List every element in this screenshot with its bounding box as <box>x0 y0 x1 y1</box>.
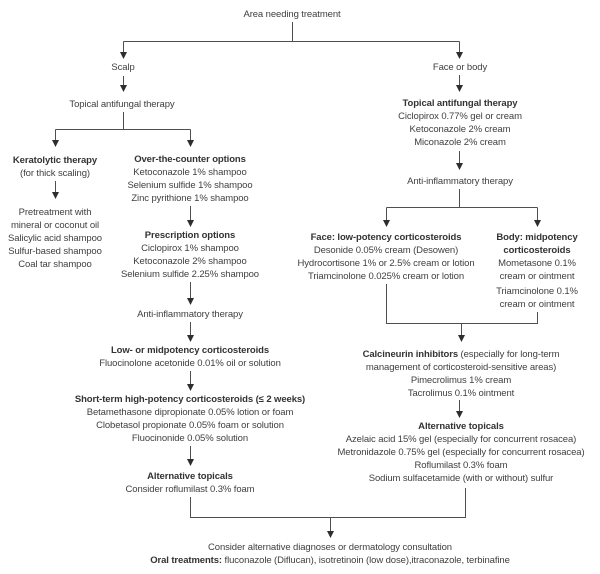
node-item: Pimecrolimus 1% cream <box>410 375 512 386</box>
node-item: fluconazole (Diflucan), isotretinoin (low dose),itraconazole, terbinafine <box>222 555 510 566</box>
node-consider-alternative <box>208 541 452 554</box>
node-item: Ketoconazole 2% shampoo <box>133 256 247 267</box>
node-scalp-antifungal-therapy <box>69 98 174 111</box>
node-item: mineral or coconut oil <box>10 220 100 231</box>
node-title: Prescription options <box>144 230 236 241</box>
node-item: Selenium sulfide 1% shampoo <box>127 180 253 191</box>
node-title: corticosteroids <box>503 245 571 256</box>
node-note: (especially for long-term <box>458 349 560 360</box>
node-face-low-potency <box>297 231 474 283</box>
node-title: Low- or midpotency corticosteroids <box>110 345 270 356</box>
node-item: Mometasone 0.1% <box>498 258 576 269</box>
node-title: Scalp <box>111 62 135 73</box>
node-item: Azelaic acid 15% gel (especially for concurrent rosacea) <box>345 434 577 445</box>
node-otc-options <box>127 153 252 205</box>
node-oral-treatments <box>150 554 510 567</box>
node-title: Anti-inflammatory therapy <box>137 309 243 320</box>
node-area-needing-treatment <box>243 8 340 21</box>
node-scalp-alternative-topicals <box>126 470 255 496</box>
node-item: Ketoconazole 1% shampoo <box>133 167 247 178</box>
node-item: Consider roflumilast 0.3% foam <box>125 484 255 495</box>
node-keratolytic-treatments <box>8 206 102 271</box>
node-item: Ciclopirox 0.77% gel or cream <box>398 111 522 122</box>
node-scalp <box>111 61 134 74</box>
node-low-midpotency-corticosteroids <box>99 344 281 370</box>
node-item: cream or ointment <box>499 299 575 310</box>
node-calcineurin-inhibitors <box>363 348 560 400</box>
node-face-anti-inflammatory <box>407 175 513 188</box>
node-title: Consider alternative diagnoses or dermatology consultation <box>208 542 452 553</box>
node-face-antifungal-therapy <box>398 97 522 149</box>
node-title: Short-term high-potency corticosteroids (≤ 2 weeks) <box>74 394 306 405</box>
node-title: Body: midpotency <box>496 232 578 243</box>
node-title-line <box>150 554 510 567</box>
node-face-alternative-topicals <box>337 420 584 485</box>
node-title: Topical antifungal therapy <box>69 99 175 110</box>
node-item: Ciclopirox 1% shampoo <box>141 243 239 254</box>
node-item: Pretreatment with <box>18 207 92 218</box>
node-item: Roflumilast 0.3% foam <box>414 460 508 471</box>
node-title: Alternative topicals <box>147 471 233 482</box>
node-item: Miconazole 2% cream <box>414 137 506 148</box>
node-short-term-high-potency <box>75 393 305 445</box>
node-note: (for thick scaling) <box>20 168 90 179</box>
node-title: Face or body <box>432 62 488 73</box>
node-item: Metronidazole 0.75% gel (especially for concurrent rosacea) <box>337 447 585 458</box>
node-body-midpotency <box>496 231 578 311</box>
node-item: Clobetasol propionate 0.05% foam or solution <box>96 420 284 431</box>
node-item: Selenium sulfide 2.25% shampoo <box>120 269 260 280</box>
node-title: Topical antifungal therapy <box>402 98 518 109</box>
node-title: Alternative topicals <box>418 421 504 432</box>
node-title: Keratolytic therapy <box>12 155 98 166</box>
node-item: Betamethasone dipropionate 0.05% lotion or foam <box>86 407 294 418</box>
node-item: Triamcinolone 0.025% cream or lotion <box>307 271 465 282</box>
node-title: Area needing treatment <box>243 9 341 20</box>
node-item: Desonide 0.05% cream (Desowen) <box>313 245 459 256</box>
node-item: Fluocinolone acetonide 0.01% oil or solution <box>99 358 281 369</box>
node-title: Calcineurin inhibitors <box>362 349 459 360</box>
node-item: cream or ointment <box>499 271 575 282</box>
node-note: management of corticosteroid-sensitive areas) <box>365 362 557 373</box>
node-prescription-options <box>121 229 259 281</box>
node-item: Sulfur-based shampoo <box>8 246 102 257</box>
node-title: Oral treatments: <box>150 555 223 566</box>
node-title: Anti-inflammatory therapy <box>407 176 513 187</box>
node-item: Triamcinolone 0.1% <box>496 286 578 297</box>
node-scalp-anti-inflammatory <box>137 308 243 321</box>
node-title-line <box>363 348 560 361</box>
node-item: Hydrocortisone 1% or 2.5% cream or lotion <box>297 258 475 269</box>
node-item: Zinc pyrithione 1% shampoo <box>131 193 249 204</box>
node-title: Face: low-potency corticosteroids <box>310 232 462 243</box>
node-item: Coal tar shampoo <box>18 259 92 270</box>
node-item: Fluocinonide 0.05% solution <box>131 433 249 444</box>
node-item: Ketoconazole 2% cream <box>409 124 511 135</box>
node-item: Salicylic acid shampoo <box>8 233 102 244</box>
node-keratolytic-therapy <box>13 154 97 180</box>
node-item: Tacrolimus 0.1% ointment <box>407 388 515 399</box>
node-item: Sodium sulfacetamide (with or without) sulfur <box>368 473 554 484</box>
node-title: Over-the-counter options <box>134 154 246 165</box>
node-face-or-body <box>433 61 487 74</box>
